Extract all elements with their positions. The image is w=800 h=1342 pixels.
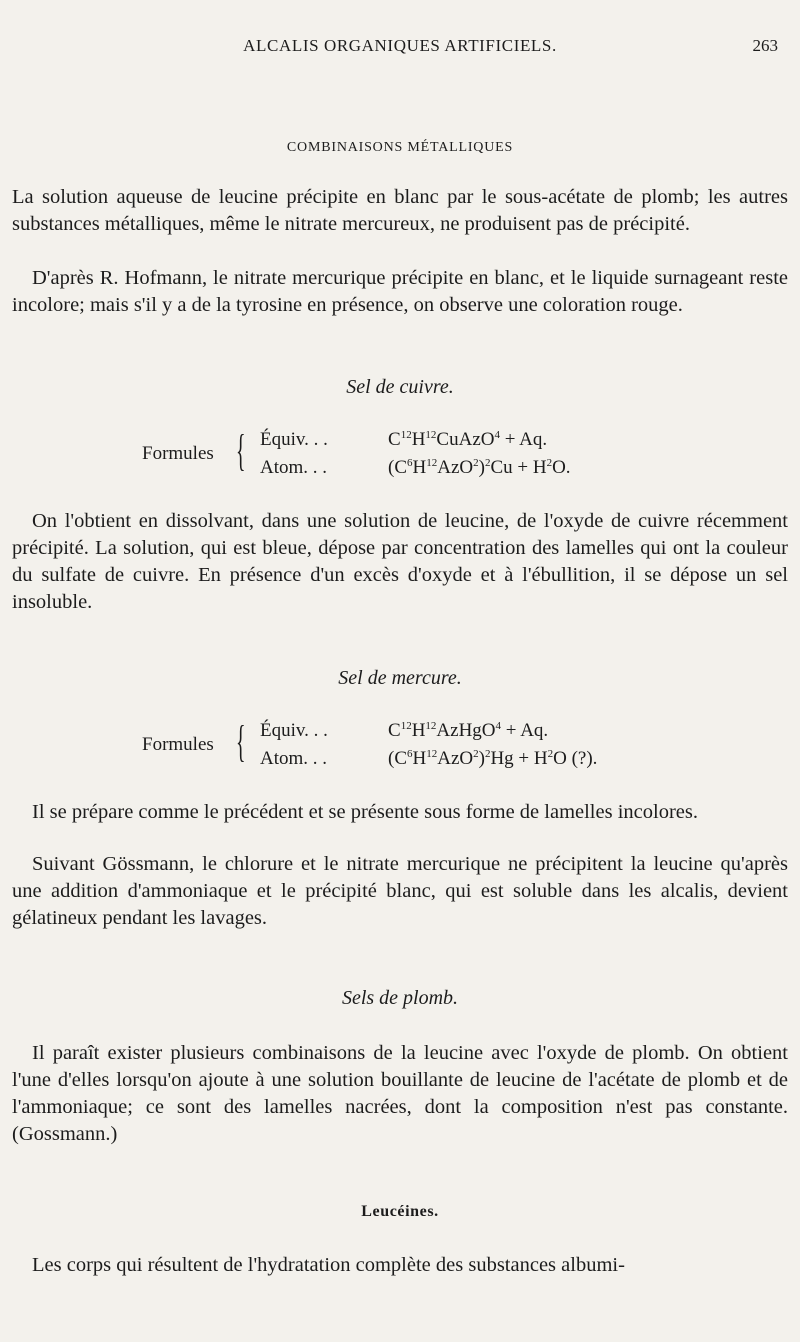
formula-row-atom: Atom. . . $(C^6H^{12}AzO^2)^2Cu + H^2O$. bbox=[260, 457, 571, 478]
paragraph-cuivre: On l'obtient en dissolvant, dans une solution de leucine, de l'oxyde de cuivre récemment précipité. La solution, qui est bleue, dépose par concentration des lamelles qui ont la couleur du sulfate de cuivre. En présence d'un excès d'oxyde et à l'ébullition, il se dépose un sel insoluble. bbox=[12, 510, 788, 613]
page-header bbox=[12, 36, 788, 60]
formula-label: Formules bbox=[142, 443, 214, 464]
subtitle-sel-de-mercure: Sel de mercure. bbox=[338, 667, 462, 689]
paragraph-mercure-preparation: Il se prépare comme le précédent et se présente sous forme de lamelles incolores. bbox=[32, 801, 698, 823]
formula-equiv-label: Équiv. . . bbox=[260, 429, 328, 450]
paragraph-plomb: Il paraît exister plusieurs combinaisons de la leucine avec l'oxyde de plomb. On obtient l'une d'elles lorsqu'on ajoute à une solution bouillante de leucine de l'acétate de plomb et de l'ammoniaque; ce sont des lamelles nacrées, dont la composition n'est pas constante. (Gossmann.) bbox=[12, 1042, 788, 1145]
formula-mercure bbox=[142, 718, 642, 778]
page-number: 263 bbox=[752, 36, 778, 55]
paragraph-leuceines: Les corps qui résultent de l'hydratation complète des substances albumi- bbox=[32, 1254, 625, 1276]
formula-equiv-label: Équiv. . . bbox=[260, 720, 328, 741]
formula-brace: { bbox=[236, 426, 246, 475]
formula-brace: { bbox=[236, 717, 246, 766]
section-heading-leuceines: Leucéines. bbox=[361, 1203, 439, 1220]
paragraph-precipite: La solution aqueuse de leucine précipite en blanc par le sous-acétate de plomb; les autres substances métalliques, même le nitrate mercureux, ne produisent pas de précipité. bbox=[12, 186, 788, 235]
subtitle-sel-de-cuivre: Sel de cuivre. bbox=[346, 376, 454, 398]
running-title: ALCALIS ORGANIQUES ARTIFICIELS. bbox=[243, 36, 557, 55]
formula-atom-label: Atom. . . bbox=[260, 457, 328, 478]
paragraph-gossmann: Suivant Gössmann, le chlorure et le nitrate mercurique ne précipitent la leucine qu'après une addition d'ammoniaque et le précipité blanc, qui est soluble dans les alcalis, devient gélatineux pendant les lavages. bbox=[12, 853, 788, 929]
section-heading: COMBINAISONS MÉTALLIQUES bbox=[286, 140, 514, 155]
subtitle-sels-de-plomb: Sels de plomb. bbox=[341, 987, 459, 1009]
paragraph-hofmann: D'après R. Hofmann, le nitrate mercurique précipite en blanc, et le liquide surnageant reste incolore; mais s'il y a de la tyrosine en présence, on observe une coloration rouge. bbox=[12, 267, 788, 316]
formula-atom-label: Atom. . . bbox=[260, 748, 328, 769]
formula-cuivre bbox=[142, 427, 622, 487]
formula-row-equiv: Équiv. . . $C^{12}H^{12}CuAzO^4 + Aq$. bbox=[260, 429, 548, 450]
formula-label: Formules bbox=[142, 734, 214, 755]
formula-row-atom: Atom. . . $(C^6H^{12}AzO^2)^2Hg + H^2O$ (?). bbox=[260, 748, 598, 769]
formula-row-equiv: Équiv. . . $C^{12}H^{12}AzHgO^4 + Aq$. bbox=[260, 720, 549, 741]
